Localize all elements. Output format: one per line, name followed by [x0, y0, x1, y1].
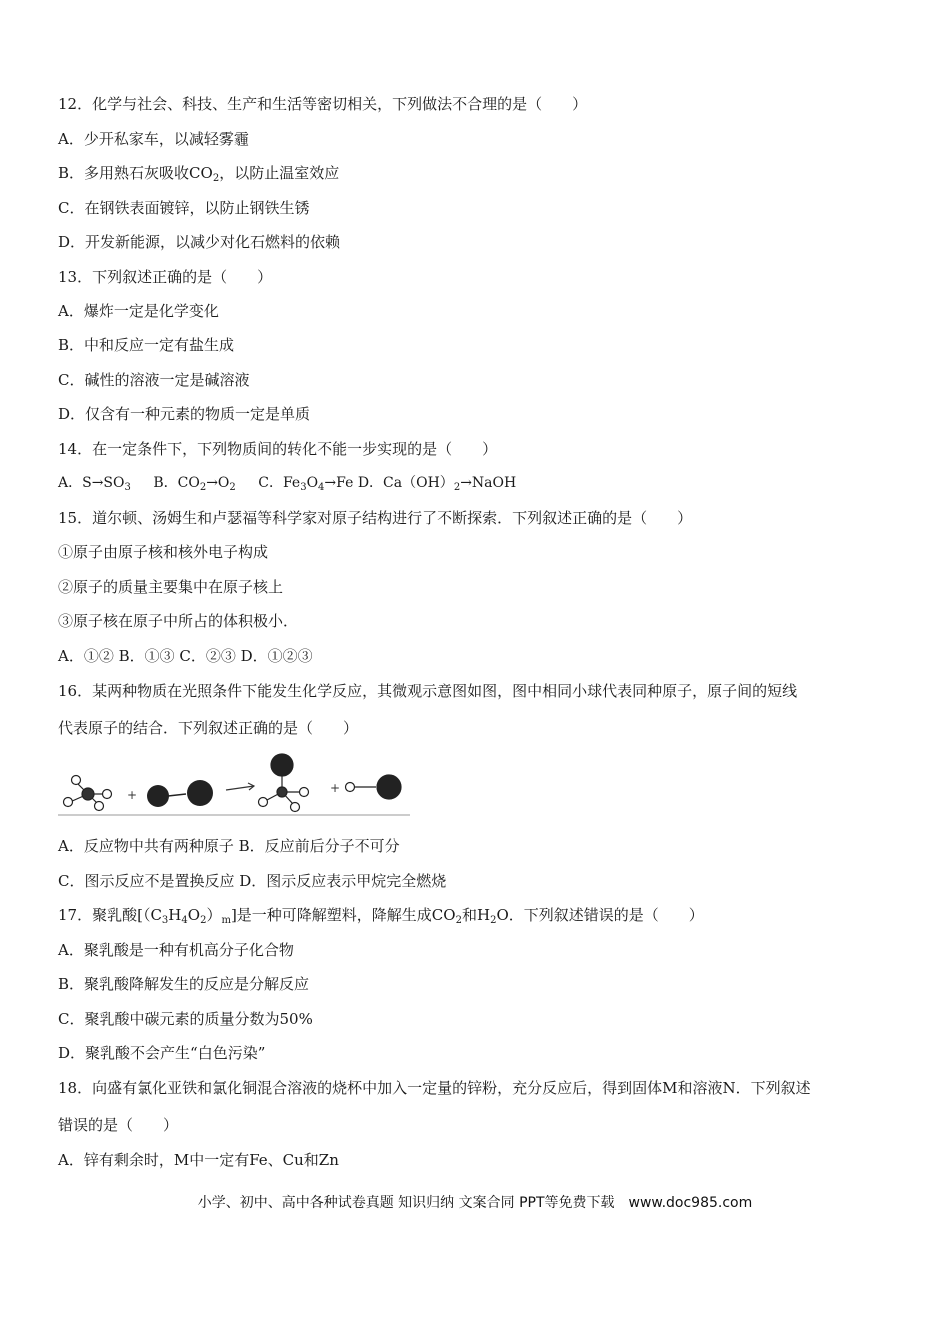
q14-options: A．$S\to SO_3$ B．$CO_2\to O_2$ C．$Fe_3O_4\to Fe$ D．$Ca(OH)_2\to NaOH$ [58, 475, 517, 493]
q15-statement-1: ①原子由原子核和核外电子构成 [58, 543, 269, 561]
q13-option-c: C．碱性的溶液一定是碱溶液 [58, 371, 250, 389]
q15-statement-3: ③原子核在原子中所占的体积极小． [58, 612, 299, 630]
q13-option-b: B．中和反应一定有盐生成 [58, 336, 235, 354]
q15-statement-2: ②原子的质量主要集中在原子核上 [58, 578, 284, 596]
reactant-molecule-2 [147, 780, 213, 807]
q12-option-b: B．多用熟石灰吸收$CO_2$，以防止温室效应 [58, 164, 340, 184]
q15-options: A．①② B．①③ C．②③ D．①②③ [58, 647, 313, 665]
q14-stem: 14．在一定条件下，下列物质间的转化不能一步实现的是（ ） [58, 440, 498, 458]
reaction-arrow [226, 783, 254, 790]
q13-stem: 13．下列叙述正确的是（ ） [58, 268, 273, 286]
q16-options-ab: A．反应物中共有两种原子 B．反应前后分子不可分 [58, 837, 400, 855]
q17-option-d: D．聚乳酸不会产生“白色污染” [58, 1044, 266, 1062]
product-molecule-2 [346, 775, 402, 799]
q12-option-a: A．少开私家车，以减轻雾霾 [58, 130, 249, 148]
q16-options-cd: C．图示反应不是置换反应 D．图示反应表示甲烷完全燃烧 [58, 872, 447, 890]
q17-option-c: C．聚乳酸中碳元素的质量分数为50% [58, 1010, 313, 1028]
q18-stem-line1: 18．向盛有氯化亚铁和氯化铜混合溶液的烧杯中加入一定量的锌粉，充分反应后，得到固体M和溶液N．下列叙述 [58, 1079, 811, 1097]
q18-stem-line2: 错误的是（ ） [58, 1116, 179, 1134]
q17-option-b: B．聚乳酸降解发生的反应是分解反应 [58, 975, 310, 993]
q16-stem-line1: 16．某两种物质在光照条件下能发生化学反应，其微观示意图如图，图中相同小球代表同种原子，原子间的短线 [58, 682, 798, 700]
plus-sign-2: + [330, 781, 341, 795]
page-footer: 小学、初中、高中各种试卷真题 知识归纳 文案合同 PPT等免费下载 www.doc985.com [197, 1195, 753, 1211]
q15-stem: 15．道尔顿、汤姆生和卢瑟福等科学家对原子结构进行了不断探索．下列叙述正确的是（ ） [58, 509, 693, 527]
reactant-molecule-1 [64, 776, 112, 811]
q12-stem: 12．化学与社会、科技、生产和生活等密切相关，下列做法不合理的是（ ） [58, 95, 588, 113]
q12-option-d: D．开发新能源，以减少对化石燃料的依赖 [58, 233, 341, 251]
q16-molecule-diagram [58, 752, 410, 816]
q13-option-d: D．仅含有一种元素的物质一定是单质 [58, 405, 311, 423]
q12-option-c: C．在钢铁表面镀锌，以防止钢铁生锈 [58, 199, 310, 217]
product-molecule-1 [259, 754, 309, 812]
q13-option-a: A．爆炸一定是化学变化 [58, 302, 219, 320]
q17-option-a: A．聚乳酸是一种有机高分子化合物 [58, 941, 294, 959]
plus-sign-1: + [127, 788, 138, 802]
q18-option-a: A．锌有剩余时，M中一定有Fe、Cu和Zn [58, 1151, 339, 1169]
q16-stem-line2: 代表原子的结合．下列叙述正确的是（ ） [58, 719, 359, 737]
q17-stem: 17．聚乳酸$[(C_3H_4O_2)_m]$是一种可降解塑料，降解生成$CO_2$和$H_2O$．下列叙述错误的是（ ） [58, 906, 704, 926]
